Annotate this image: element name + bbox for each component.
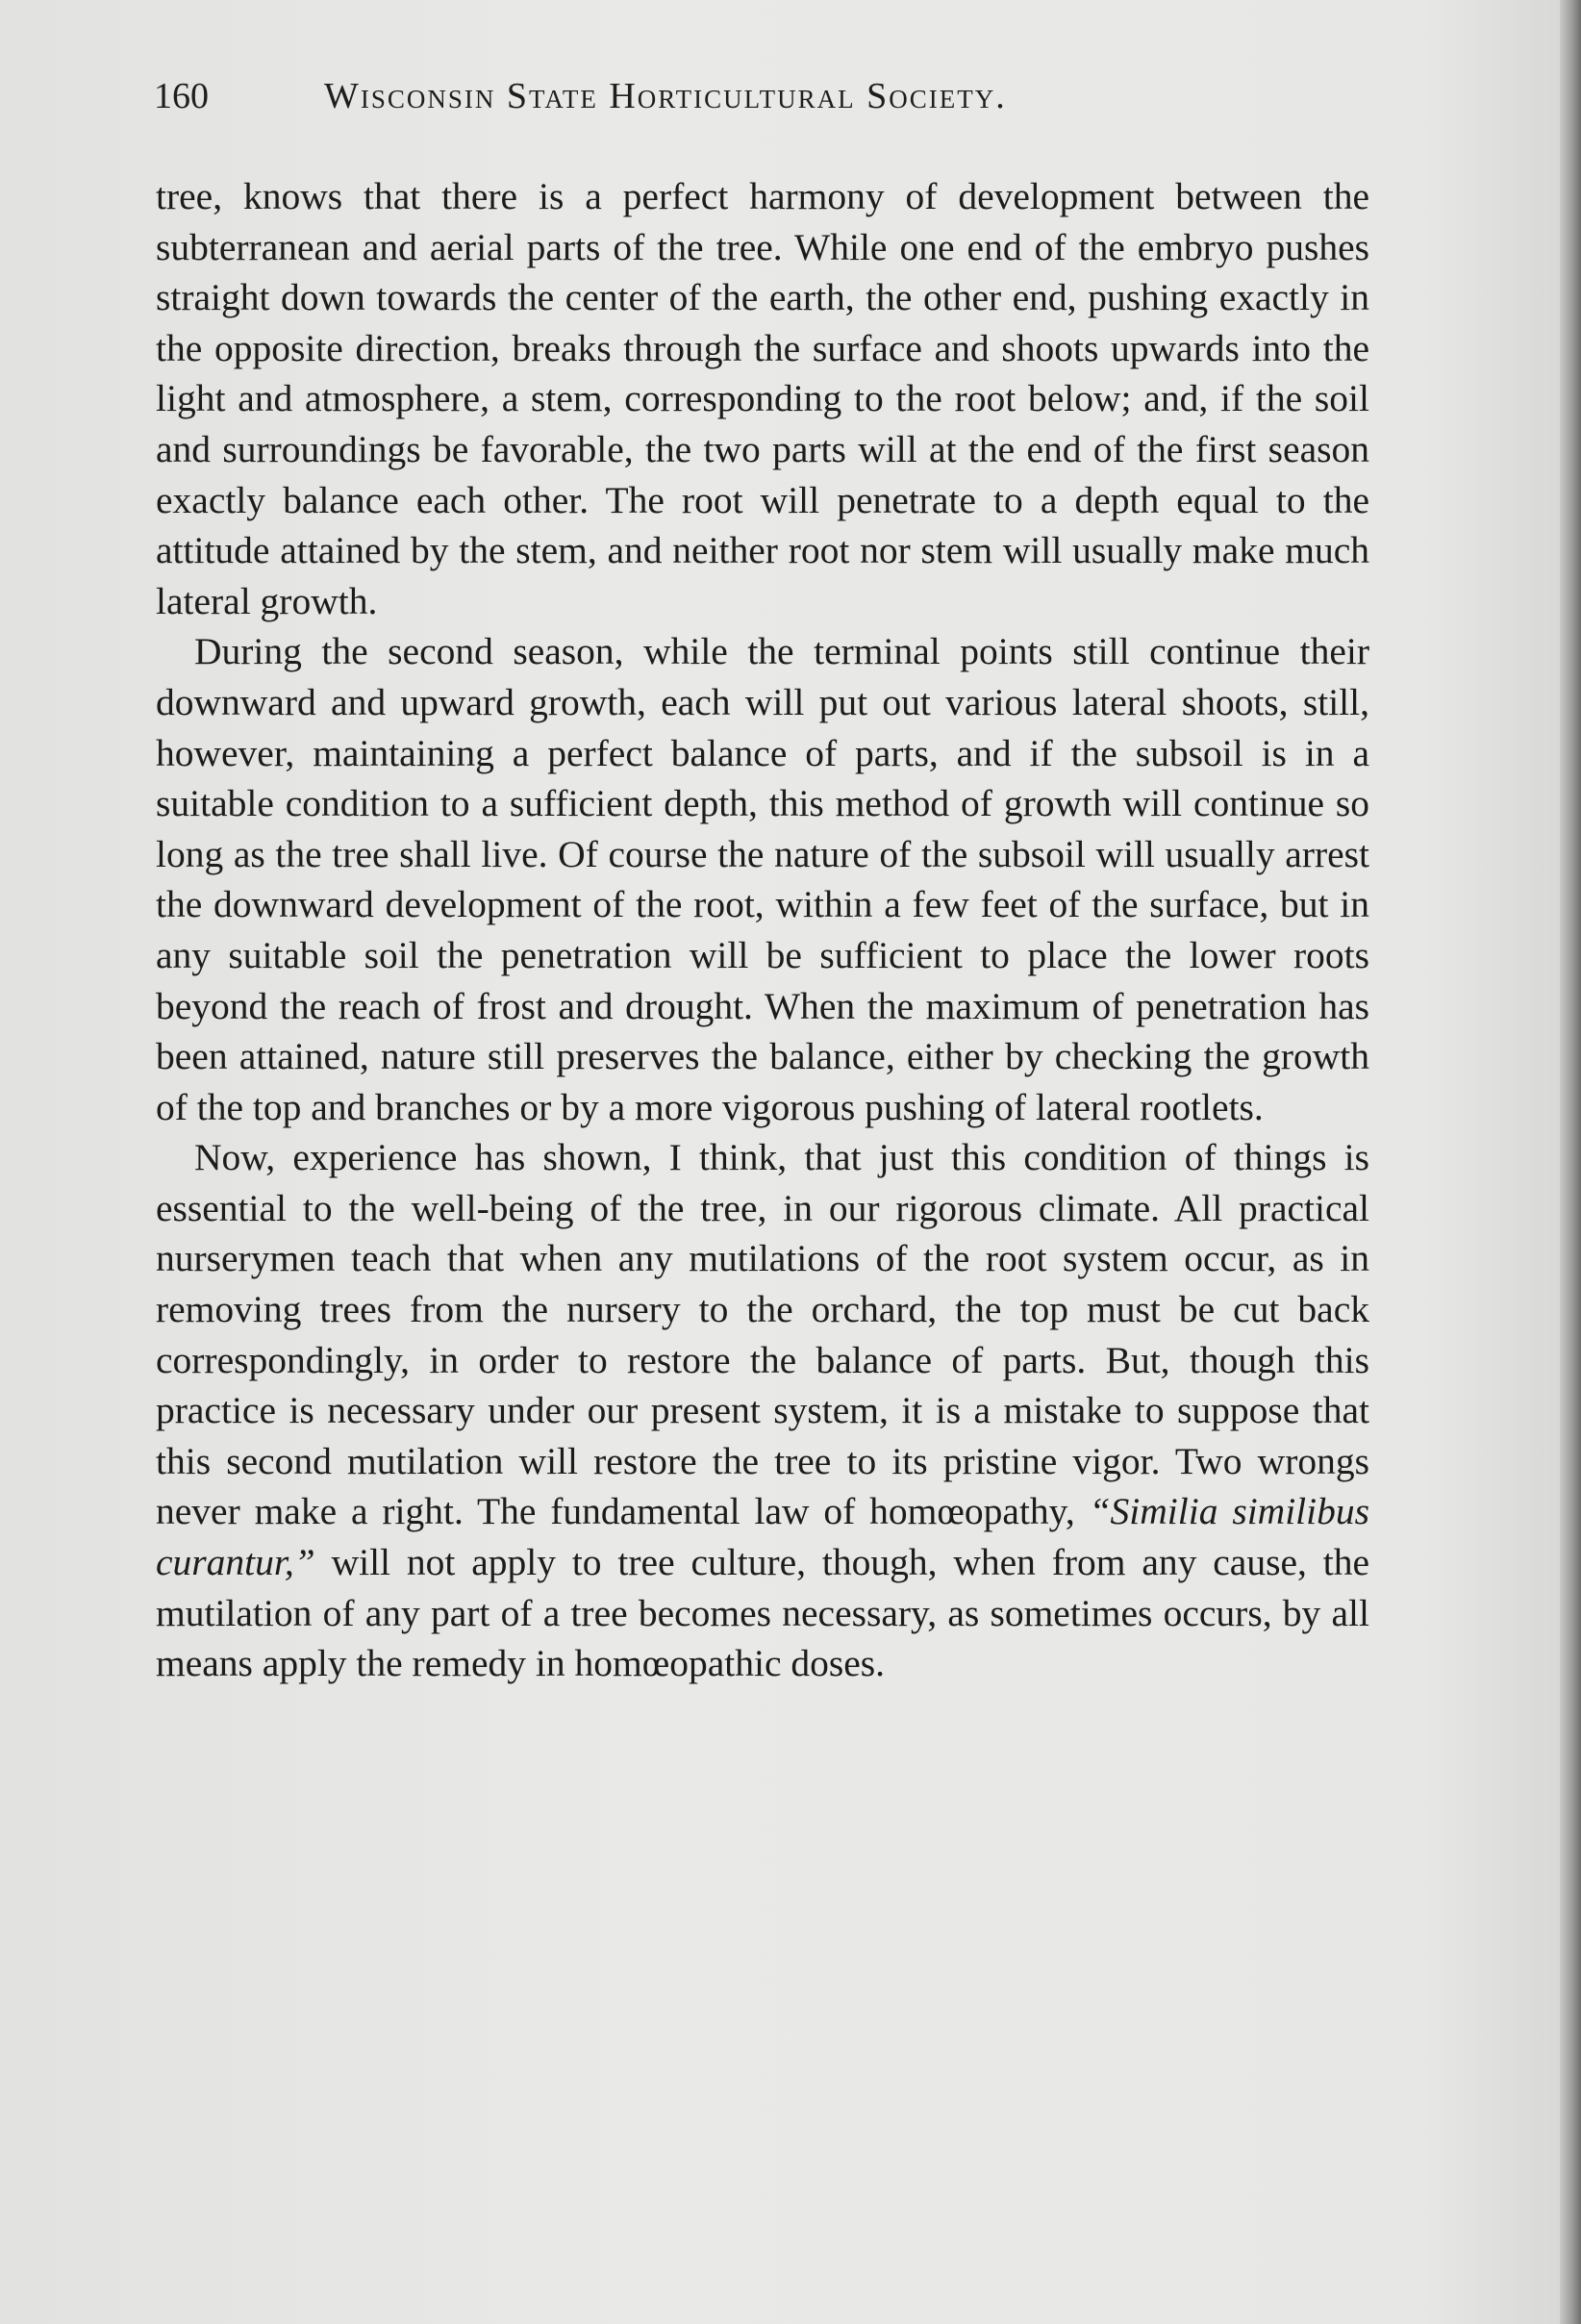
body-text: [156, 171, 1369, 1689]
paragraph-1: tree, knows that there is a perfect harmony of development between the subterranean and aerial parts of the tree. While one end of the embryo pushes straight down towards the center of the earth, the other end, pushing exactly in the opposite direction, breaks through the surface and shoots upwards into the light and atmosphere, a stem, corresponding to the root below; and, if the soil and surroundings be favorable, the two parts will at the end of the first season exactly balance each other. The root will penetrate to a depth equal to the attitude attained by the stem, and neither root nor stem will usually make much lateral growth.: [156, 175, 1369, 622]
page-number: 160: [154, 76, 209, 116]
paragraph-3-part-2: will not apply to tree culture, though, when from any cause, the mutilation of any part of a tree becomes necessary, as sometimes occurs, by all means apply the remedy in homœopathic doses.: [156, 1541, 1369, 1685]
latin-phrase: “Similia similibus curantur,”: [156, 1490, 1370, 1584]
paragraph-3-part-1: Now, experience has shown, I think, that just this condition of things is essential to the well-being of the tree, in our rigorous climate. All practical nurserymen teach that when any mutilations of the root system occur, as in removing trees from the nursery to the orchard, the top must be cut back correspondingly, in order to restore the balance of parts. But, though this practice is necessary under our present system, it is a mistake to suppose that this second mutilation will restore the tree to its pristine vigor. Two wrongs never make a right. The fundamental law of homœopathy,: [156, 1136, 1369, 1533]
paragraph-3: [156, 1132, 1369, 1689]
page-edge-shadow: [1560, 0, 1581, 2324]
paragraph-2: During the second season, while the terminal points still continue their downward and upward growth, each will put out various lateral shoots, still, however, maintaining a perfect balance of parts, and if the subsoil is in a suitable condition to a sufficient depth, this method of growth will continue so long as the tree shall live. Of course the nature of the subsoil will usually arrest the downward development of the root, within a few feet of the surface, but in any suitable soil the penetration will be sufficient to place the lower roots beyond the reach of frost and drought. When the maximum of penetration has been attained, nature still preserves the balance, either by checking the growth of the top and branches or by a more vigorous pushing of lateral rootlets.: [156, 630, 1369, 1128]
running-head: [154, 75, 1356, 133]
journal-title: Wisconsin State Horticultural Society.: [324, 76, 1007, 116]
